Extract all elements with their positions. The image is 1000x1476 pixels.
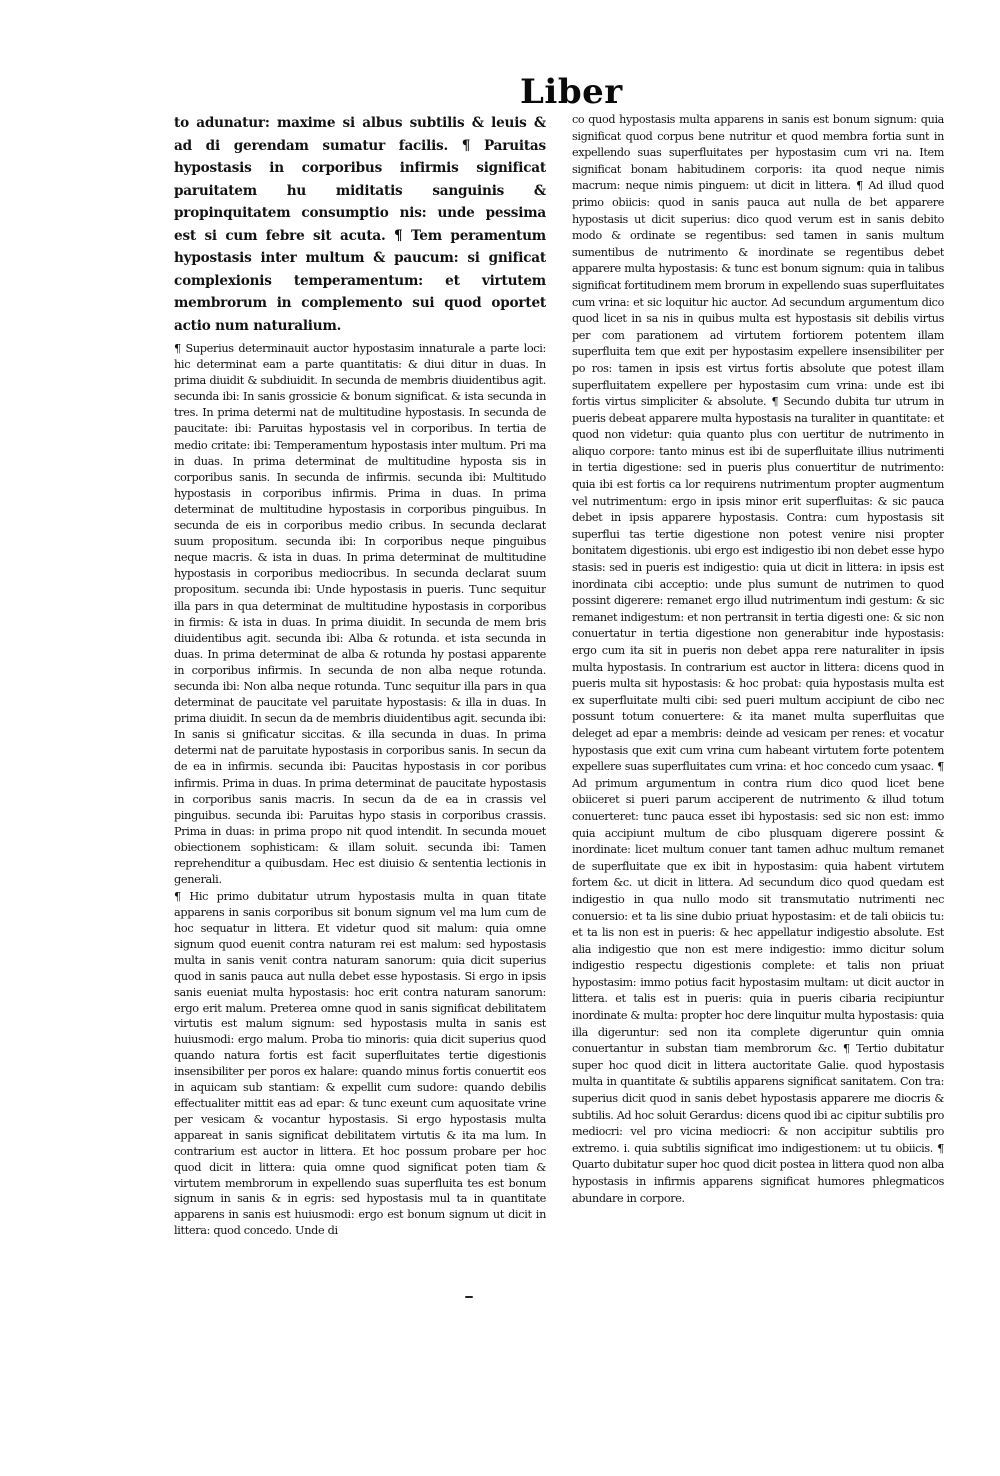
lead-paragraph: to adunatur: maxime si albus subtilis & leuis & ad di gerendam sumatur facilis. ¶ Paruitas hypostasis in corporibus infirmis significat paruitatem hu miditatis sanguinis & propinquitatem consumptio nis: unde pessima est si cum febre sit acuta. ¶ Tem peramentum hypostasis inter multum & paucum: si gnificat complexionis temperamentum: et virtutem membrorum in complemento sui quod oportet actio num naturalium. bbox=[174, 115, 546, 334]
commentary-paragraph: ¶ Superius determinauit auctor hypostasim innaturale a parte loci: hic determinat eam a parte quantitatis: & diui ditur in duas. In prima diuidit & subdiuidit. In secunda de membris diuidentibus agit. secunda ibi: In sanis grossicie & bonum significat. & ista secunda in tres. In prima determi nat de multitudine hypostasis. In secunda de paucitate: ibi: Paruitas hypostasis vel in corporibus. In tertia de medio critate: ibi: Temperamentum hypostasis inter multum. Pri ma in duas. In prima determinat de multitudine hyposta sis in corporibus sanis. In secunda de infirmis. secunda ibi: Multitudo hypostasis in corporibus infirmis. Prima in duas. In prima determinat de multitudine hypostasis in corporibus pinguibus. In secunda de eis in corporibus medio cribus. In secunda declarat suum propositum. secunda ibi: In corporibus neque pinguibus neque macris. & ista in duas. In prima determinat de multitudine hypostasis in corporibus mediocribus. In secunda declarat suum propositum. secunda ibi: Unde hypostasis in pueris. Tunc sequitur illa pars in qua determinat de multitudine hypostasis in corporibus in firmis: & ista in duas. In prima diuidit. In secunda de mem bris diuidentibus agit. secunda ibi: Alba & rotunda. et ista secunda in duas. In prima determinat de alba & rotunda hy postasi apparente in corporibus infirmis. In secunda de non alba neque rotunda. secunda ibi: Non alba neque rotunda. Tunc sequitur illa pars in qua determinat de paucitate vel paruitate hypostasis: & illa in duas. In prima diuidit. In secun da de membris diuidentibus agit. secunda ibi: In sanis si gnificatur siccitas. & illa secunda in duas. In prima determi nat de paruitate hypostasis in corporibus sanis. In secun da de ea in infirmis. secunda ibi: Paucitas hypostasis in cor poribus infirmis. Prima in duas. In prima determinat de paucitate hypostasis in corporibus sanis macris. In secun da de ea in crassis vel pinguibus. secunda ibi: Paruitas hypo stasis in corporibus crassis. Prima in duas: in prima propo nit quod intendit. In secunda mouet obiectionem sophisticam: & illam soluit. secunda ibi: Tamen reprehenditur a quibusdam. Hec est diuisio & sententia lectionis in generali. bbox=[174, 342, 546, 887]
page-mark bbox=[465, 1296, 473, 1298]
right-column bbox=[572, 112, 944, 1292]
right-column-text: co quod hypostasis multa apparens in sanis est bonum signum: quia significat quod corpus bene nutritur et quod membra fortia sunt in expellendo suas superfluitates per hypostasim cum vri na. Item significat bonam habitudinem corporis: ita quod neque nimis macrum: neque nimis pinguem: ut dicit in littera. ¶ Ad illud quod primo obiicis: quod in sanis pauca aut nulla de bet apparere hypostasis ut dicit superius: dico quod verum est in sanis debito modo & ordinate se regentibus: sed tamen in sanis multum sumentibus de nutrimento & inordinate se regentibus debet apparere multa hypostasis: & tunc est bonum signum: quia in talibus significat fortitudinem mem brorum in expellendo suas superfluitates cum vrina: et sic loquitur hic auctor. Ad secundum argumentum dico quod licet in sa nis in quibus multa est hypostasis sit debilis virtus per com parationem ad virtutem fortiorem potentem illam superfluita tem que exit per hypostasim expellere insensibiliter per po ros: tamen in ipsis est virtus fortis absolute que potest illam superfluitatem expellere per hypostasim cum vrina: unde est ibi fortis virtus simpliciter & absolute. ¶ Secundo dubita tur utrum in pueris debeat apparere multa hypostasis na turaliter in quantitate: et quod non videtur: quia quanto plus con uertitur de nutrimento in aliquo corpore: tanto minus est ibi de superfluitate illius nutrimenti in tertia digestione: sed in pueris plus conuertitur de nutrimento: quia ibi est fortis ca lor requirens nutrimentum propter augmentum vel nutrimentum: ergo in ipsis minor erit superfluitas: & sic pauca debet in ipsis apparere hypostasis. Contra: cum hypostasis sit superflui tas tertie digestione non potest venire nisi propter bonitatem digestionis. ubi ergo est indigestio ibi non debet esse hypo stasis: sed in pueris est indigestio: quia ut dicit in littera: in ipsis est inordinata cibi acceptio: unde plus sumunt de nutrimen to quod possint digerere: remanet ergo illud nutrimentum indi gestum: & sic remanet indigestum: et non pertransit in tertia digesti one: & sic non conuertatur in tertia digestione non generabitur inde hypostasis: ergo cum ita sit in pueris non debet appa rere naturaliter in ipsis multa hypostasis. In contrarium est auctor in littera: dicens quod in pueris multa sit hypostasis: & hoc probat: quia hypostasis multa est ex superfluitate multi cibi: sed pueri multum accipiunt de cibo nec possunt totum conuertere: & ita manet multa superfluitas que deleget ad epar a membris: deinde ad vesicam per renes: et vocatur hypostasis que exit cum vrina cum habeant virtutem forte potentem expellere suas superfluitates cum vrina: et hoc concedo cum ysaac. ¶ Ad primum argumentum in contra rium dico quod licet bene obiiceret si pueri parum acciperent de nutrimento & illud totum conuerteret: tunc pauca esset ibi hypostasis: sed sic non est: immo quia accipiunt multum de cibo plusquam digerere possint & inordinate: licet multum conuer tant tamen adhuc multum remanet de superfluitate que ex ibit in hypostasim: quia habent virtutem fortem &c. ut dicit in littera. Ad secundum dico quod quedam est indigestio in qua nullo modo sit transmutatio nutrimenti nec conuersio: et ta lis sine dubio priuat hypostasim: et de tali obiicis tu: et ta lis non est in pueris: & hec appellatur indigestio absolute. Est alia indigestio que non est mere indigestio: immo dicitur solum indigestio respectu digestionis complete: et talis non priuat hypostasim: immo potius facit hypostasim multam: ut dicit auctor in littera. et talis est in pueris: quia in pueris cibaria recipiuntur inordinate & multa: propter hoc dere linquitur multa hypostasis: quia illa digeruntur: sed non ita complete digeruntur quin omnia conuertantur in substan tiam membrorum &c. ¶ Tertio dubitatur super hoc quod dicit in littera auctoritate Galie. quod hypostasis multa in quantitate & subtilis apparens significat sanitatem. Con tra: superius dicit quod in sanis debet hypostasis apparere me diocris & subtilis. Ad hoc soluit Gerardus: dicens quod ibi ac cipitur subtilis pro mediocri: vel pro vicina mediocri: & non accipitur subtilis pro extremo. i. quia subtilis significat imo indigestionem: ut tu obiicis. ¶ Quarto dubitatur super hoc quod dicit postea in littera quod non alba hypostasis in infirmis apparens significat humores phlegmaticos abundare in corpore. bbox=[572, 113, 944, 1205]
running-head: Liber bbox=[520, 72, 623, 112]
left-column bbox=[174, 112, 546, 1292]
question-paragraph: ¶ Hic primo dubitatur utrum hypostasis multa in quan titate apparens in sanis corporibus sit bonum signum vel ma lum cum de hoc sequatur in littera. Et videtur quod sit malum: quia omne signum quod euenit contra naturam rei est malum: sed hypostasis multa in sanis venit contra naturam sanorum: quia dicit superius quod in sanis pauca aut nulla debet esse hypostasis. Si ergo in ipsis sanis eueniat multa hypostasis: hoc erit contra naturam sanorum: ergo erit malum. Preterea omne quod in sanis significat debilitatem virtutis est malum signum: sed hypostasis multa in sanis est huiusmodi: ergo malum. Proba tio minoris: quia dicit superius quod quando natura fortis est facit superfluitates tertie digestionis insensibiliter per poros ex halare: quando minus fortis conuertit eos in aquicam sub stantiam: & expellit cum sudore: quando debilis effectualiter mittit eas ad epar: & tunc exeunt cum aquositate vrine per vesicam & vocantur hypostasis. Si ergo hypostasis multa appareat in sanis significat debilitatem virtutis & ita ma lum. In contrarium est auctor in littera. Et hoc possum probare per hoc quod dicit in littera: quia omne quod significat poten tiam & virtutem membrorum in expellendo suas superfluita tes est bonum signum in sanis & in egris: sed hypostasis mul ta in quantitate apparens in sanis est huiusmodi: ergo est bonum signum ut dicit in littera: quod concedo. Unde di bbox=[174, 890, 546, 1238]
